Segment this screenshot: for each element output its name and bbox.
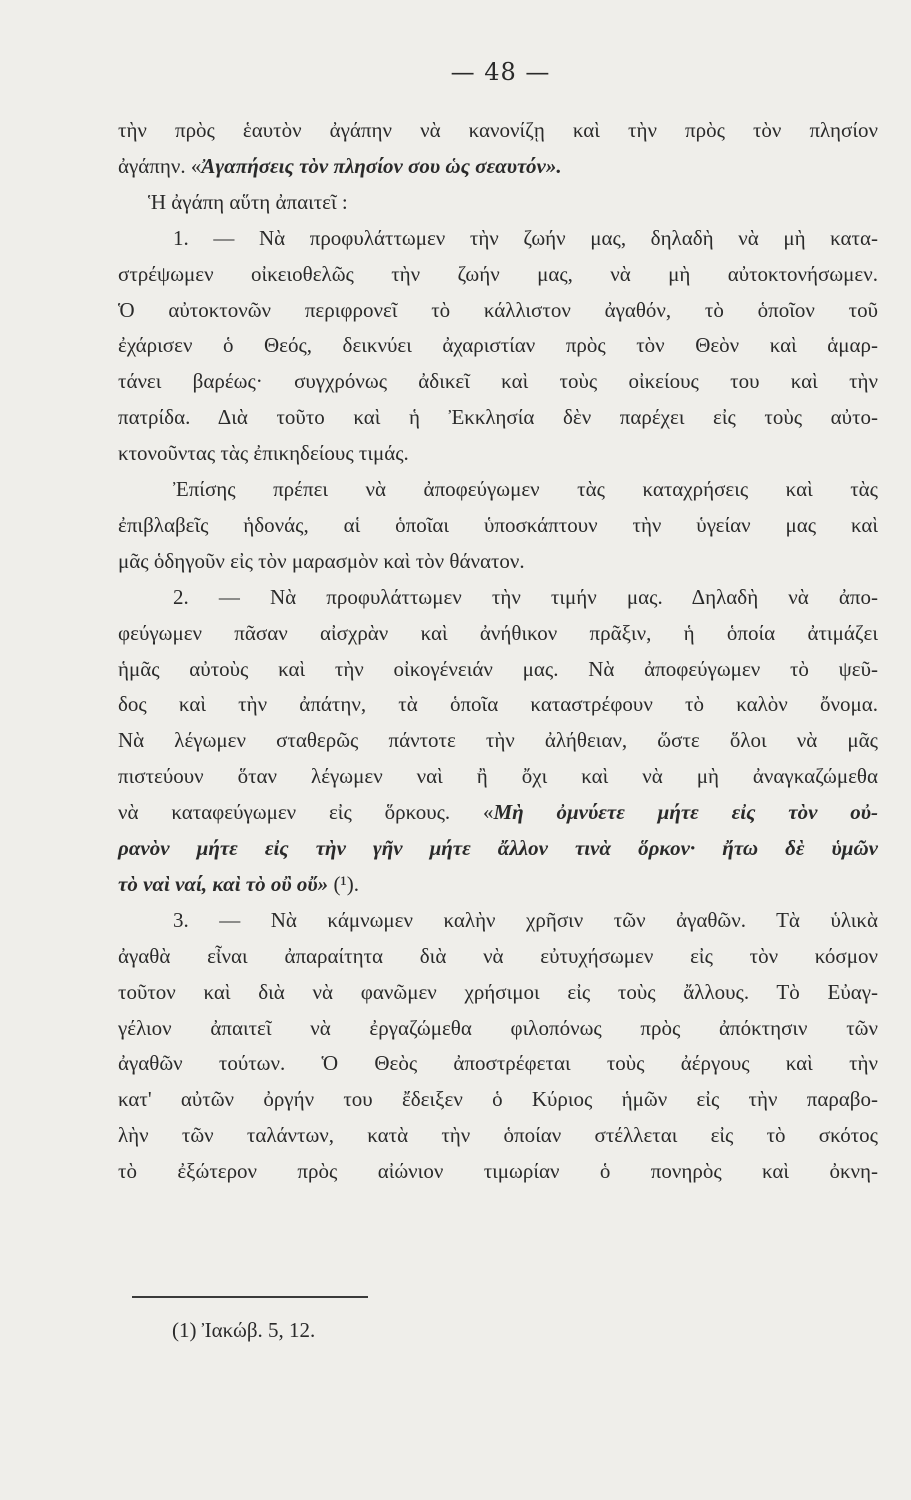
line-prefix: νὰ καταφεύγωμεν εἰς ὅρκους. « xyxy=(118,800,494,825)
page-number: — 48 — xyxy=(450,58,551,86)
quotation-emphasis: ρανὸν μήτε εἰς τὴν γῆν μήτε ἄλλον τινὰ ὅρκον· ἤτω δὲ ὑμῶν xyxy=(118,836,878,860)
text-line: ἐχάρισεν ὁ Θεός, δεικνύει ἀχαριστίαν πρὸς τὸν Θεὸν καὶ ἁμαρ- xyxy=(118,333,878,358)
text-line: δος καὶ τὴν ἀπάτην, τὰ ὁποῖα καταστρέφουν τὸ καλὸν ὄνομα. xyxy=(118,692,878,717)
text-line: στρέψωμεν οἰκειοθελῶς τὴν ζωήν μας, νὰ μὴ αὐτοκτονήσωμεν. xyxy=(118,261,878,286)
text-line xyxy=(118,869,878,899)
text-line: μᾶς ὁδηγοῦν εἰς τὸν μαρασμὸν καὶ τὸν θάνατον. xyxy=(118,548,525,573)
quotation-emphasis: Ἀγαπήσεις τὸν πλησίον σου ὡς σεαυτόν». xyxy=(201,153,562,178)
text-line: τὴν πρὸς ἑαυτὸν ἀγάπην νὰ κανονίζῃ καὶ τὴν πρὸς τὸν πλησίον xyxy=(118,118,878,142)
text-line: λὴν τῶν ταλάντων, κατὰ τὴν ὁποίαν στέλλεται εἰς τὸ σκότος xyxy=(118,1123,878,1148)
text-line: γέλιον ἀπαιτεῖ νὰ ἐργαζώμεθα φιλοπόνως πρὸς ἀπόκτησιν τῶν xyxy=(118,1015,878,1040)
text-line: ἐπιβλαβεῖς ἡδονάς, αἱ ὁποῖαι ὑποσκάπτουν τὴν ὑγείαν μας καὶ xyxy=(118,512,878,537)
text-line: 1. — Νὰ προφυλάττωμεν τὴν ζωήν μας, δηλαδὴ νὰ μὴ κατα- xyxy=(173,225,878,250)
quotation-emphasis: Μὴ ὀμνύετε μήτε εἰς τὸν οὐ- xyxy=(493,800,878,825)
text-line: 3. — Νὰ κάμνωμεν καλὴν χρῆσιν τῶν ἀγαθῶν. Τὰ ὑλικὰ xyxy=(173,907,878,932)
text-line: κατ' αὐτῶν ὀργήν του ἔδειξεν ὁ Κύριος ἡμῶν εἰς τὴν παραβο- xyxy=(118,1087,878,1112)
footnote: (1) Ἰακώβ. 5, 12. xyxy=(172,1318,316,1342)
text-line: ἡμᾶς αὐτοὺς καὶ τὴν οἰκογένειάν μας. Νὰ ἀποφεύγωμεν τὸ ψεῦ- xyxy=(118,656,878,681)
text-line: φεύγωμεν πᾶσαν αἰσχρὰν καὶ ἀνήθικον πρᾶξιν, ἡ ὁποία ἀτιμάζει xyxy=(118,620,878,645)
text-line: κτονοῦντας τὰς ἐπικηδείους τιμάς. xyxy=(118,441,409,466)
text-line: πατρίδα. Διὰ τοῦτο καὶ ἡ Ἐκκλησία δὲν παρέχει εἰς τοὺς αὐτο- xyxy=(118,405,878,430)
text-line: τάνει βαρέως· συγχρόνως ἀδικεῖ καὶ τοὺς οἰκείους του καὶ τὴν xyxy=(118,369,878,394)
footnote-rule xyxy=(132,1296,368,1298)
quotation-emphasis: τὸ ναὶ ναί, καὶ τὸ οὒ οὔ» xyxy=(118,871,329,896)
text-line: ἀγαθῶν τούτων. Ὁ Θεὸς ἀποστρέφεται τοὺς ἀέργους καὶ τὴν xyxy=(118,1051,878,1076)
text-line: Νὰ λέγωμεν σταθερῶς πάντοτε τὴν ἀλήθειαν, ὥστε ὅλοι νὰ μᾶς xyxy=(118,728,878,753)
text-line: Ἡ ἀγάπη αὕτη ἀπαιτεῖ : xyxy=(148,189,348,214)
text-line xyxy=(118,833,878,863)
text-line: Ὁ αὐτοκτονῶν περιφρονεῖ τὸ κάλλιστον ἀγαθόν, τὸ ὁποῖον τοῦ xyxy=(118,297,878,322)
text-line: τοῦτον καὶ διὰ νὰ φανῶμεν χρήσιμοι εἰς τοὺς ἄλλους. Τὸ Εὐαγ- xyxy=(118,979,878,1004)
text-line: 2. — Νὰ προφυλάττωμεν τὴν τιμήν μας. Δηλαδὴ νὰ ἀπο- xyxy=(173,584,878,609)
line-suffix: (¹). xyxy=(328,871,359,896)
text-line: πιστεύουν ὅταν λέγωμεν ναὶ ἢ ὄχι καὶ νὰ μὴ ἀναγκαζώμεθα xyxy=(118,764,878,789)
text-line xyxy=(118,151,878,181)
text-line xyxy=(118,797,878,827)
text-line: Ἐπίσης πρέπει νὰ ἀποφεύγωμεν τὰς καταχρήσεις καὶ τὰς xyxy=(173,477,878,501)
text-line: τὸ ἐξώτερον πρὸς αἰώνιον τιμωρίαν ὁ πονηρὸς καὶ ὀκνη- xyxy=(118,1159,878,1184)
line-prefix: ἀγάπην. « xyxy=(118,153,202,178)
text-line: ἀγαθὰ εἶναι ἀπαραίτητα διὰ νὰ εὐτυχήσωμεν εἰς τὸν κόσμον xyxy=(118,943,878,968)
